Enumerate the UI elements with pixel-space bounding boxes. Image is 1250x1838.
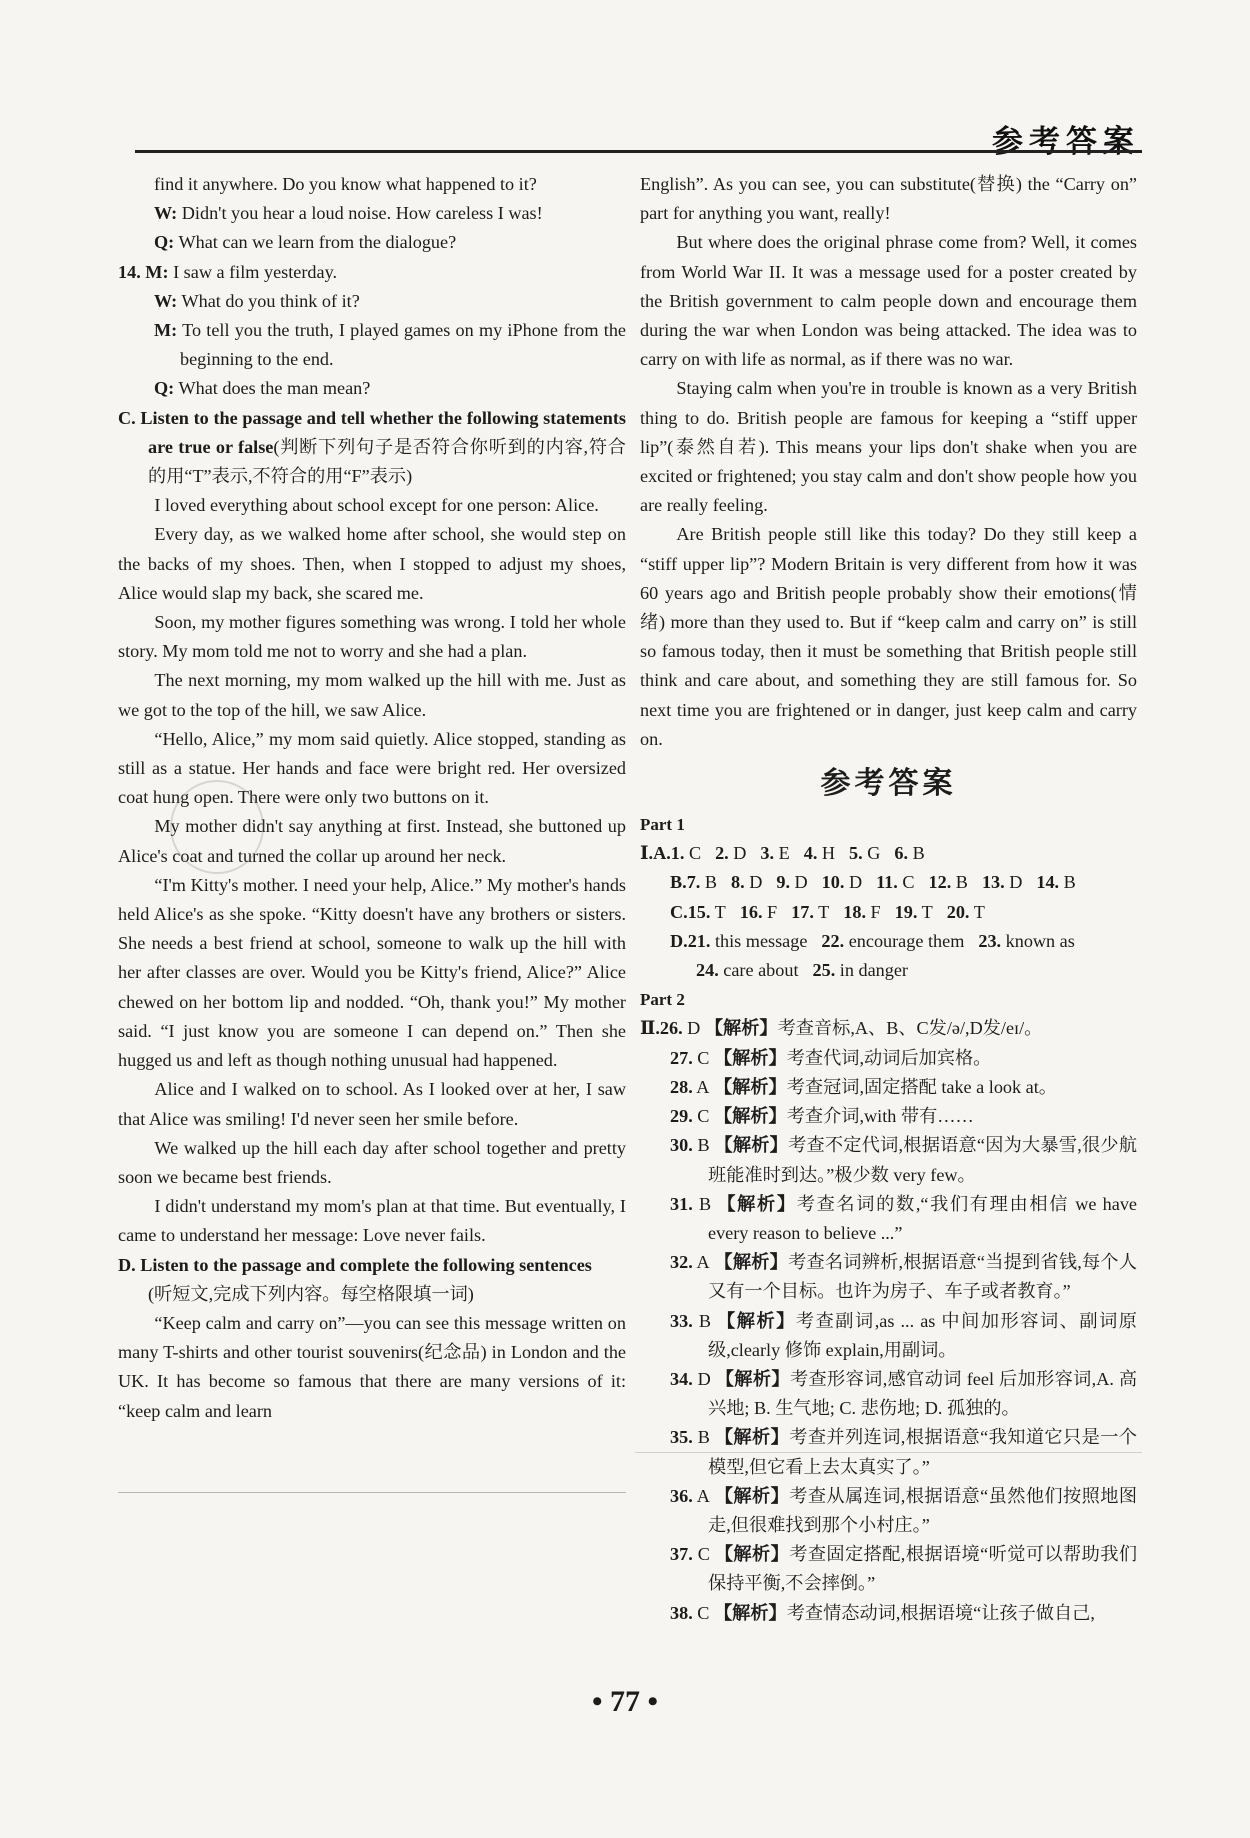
- dialogue-line: [118, 287, 626, 316]
- answer-value: B: [697, 1135, 710, 1156]
- answer-value: T: [973, 901, 985, 922]
- section-d-label: D. Listen to the passage and complete the following sentences: [118, 1254, 592, 1275]
- answer-number: 16.: [739, 901, 763, 922]
- explanation-text: 考查音标,A、B、C发/ə/,D发/eɪ/。: [777, 1018, 1043, 1039]
- answer-number: 3.: [760, 843, 775, 864]
- answers-title: 参考答案: [820, 766, 957, 802]
- explanation-tag: 【解析】: [717, 1310, 796, 1331]
- answer-number: 34.: [670, 1368, 693, 1389]
- explanation-text: 考查代词,动词后加宾格。: [786, 1047, 992, 1068]
- answer-value: this message: [714, 930, 808, 951]
- explanation-text: 考查固定搭配,根据语境“听觉可以帮助我们保持平衡,不会摔倒。”: [708, 1544, 1138, 1594]
- answer-number: 29.: [670, 1106, 693, 1127]
- answer-value: C: [697, 1106, 710, 1127]
- passage-c-paragraph: I didn't understand my mom's plan at that time. But eventually, I came to understand her message: Love never fails.: [118, 1196, 626, 1246]
- section-d-heading: [118, 1251, 626, 1309]
- section-c-instruction: (判断下列句子是否符合你听到的内容,符合的用“T”表示,不符合的用“F”表示): [148, 436, 626, 487]
- speaker: M:: [154, 320, 178, 341]
- answer-value: B: [955, 872, 968, 893]
- explanation-item: [640, 1248, 1137, 1306]
- explanation-tag: 【解析】: [715, 1368, 790, 1389]
- speaker: W:: [154, 290, 178, 311]
- answer-row-a: [640, 839, 1137, 868]
- faint-rule: [635, 1452, 1142, 1453]
- explanation-item: [640, 1190, 1137, 1248]
- answer-number: 35.: [670, 1427, 693, 1448]
- answer-row-d-cont: [640, 956, 1137, 985]
- explanation-tag: 【解析】: [704, 1018, 778, 1039]
- explanation-item: [640, 1365, 1137, 1423]
- section-c-heading: [118, 404, 626, 492]
- explanation-tag: 【解析】: [714, 1135, 789, 1156]
- explanation-text: 考查冠词,固定搭配 take a look at。: [786, 1076, 1057, 1097]
- answer-number: 17.: [791, 901, 814, 922]
- answer-value: B: [1063, 872, 1076, 893]
- dialogue-line: [118, 374, 626, 403]
- answer-value: B: [912, 843, 925, 864]
- header-title: 参考答案: [992, 124, 1140, 160]
- passage-c-paragraph: I loved everything about school except for one person: Alice.: [154, 495, 599, 516]
- answer-number: 27.: [670, 1047, 693, 1068]
- answer-value: A: [696, 1485, 710, 1506]
- answer-number: 33.: [670, 1310, 693, 1331]
- answer-number: 7.: [686, 872, 701, 893]
- answer-value: T: [714, 901, 726, 922]
- answer-value: B: [698, 1310, 711, 1331]
- section-c-label: C. Listen to the passage and tell whether the following statements are true or false: [118, 407, 626, 457]
- answer-number: 13.: [981, 872, 1005, 893]
- page-number: • 77 •: [591, 1685, 658, 1718]
- explanation-text: 考查副词,as ... as 中间加形容词、副词原级,clearly 修饰 explain,用副词。: [708, 1310, 1137, 1360]
- explanation-text: 考查从属连词,根据语意“虽然他们按照地图走,但很难找到那个小村庄。”: [708, 1485, 1138, 1535]
- answer-number: 21.: [687, 930, 711, 951]
- dialogue-text: I saw a film yesterday.: [173, 261, 338, 282]
- explanation-text: 考查介词,with 带有……: [786, 1106, 974, 1127]
- explanation-item: [640, 1073, 1137, 1102]
- passage-d-paragraph: Staying calm when you're in trouble is known as a very British thing to do. British people are famous for keeping a “stiff upper lip”(泰然自若). This means your lips don't shake when you are excited or frightened; you stay calm and don't show people how you are really feeling.: [640, 378, 1137, 516]
- answer-value: D: [697, 1368, 711, 1389]
- answer-value: F: [767, 901, 778, 922]
- answer-number: 28.: [670, 1076, 693, 1097]
- explanation-item: [640, 1044, 1137, 1073]
- explanation-text: 考查并列连词,根据语意“我知道它只是一个模型,但它看上去太真实了。”: [708, 1427, 1138, 1477]
- answer-number: 4.: [803, 843, 818, 864]
- answer-number: 31.: [670, 1193, 693, 1214]
- header-rule: [135, 150, 1142, 153]
- answer-number: 12.: [928, 872, 952, 893]
- answer-value: B: [698, 1193, 712, 1214]
- passage-c-paragraph: We walked up the hill each day after school together and pretty soon we became best friends.: [118, 1137, 626, 1187]
- part-2-label: Part 2: [640, 990, 685, 1010]
- answer-number: 2.: [715, 843, 729, 864]
- answer-value: F: [870, 901, 881, 922]
- explanation-tag: 【解析】: [714, 1485, 790, 1506]
- explanation-text: 考查形容词,感官动词 feel 后加形容词,A. 高兴地; B. 生气地; C. 悲伤地; D. 孤独的。: [708, 1368, 1138, 1419]
- answer-value: C: [688, 843, 702, 864]
- passage-d-paragraph: “Keep calm and carry on”—you can see this message written on many T-shirts and other tourist souvenirs(纪念品) in London and the UK. It has become so famous that there are many versions of it: “keep calm and learn: [118, 1312, 626, 1421]
- dialogue-text: What do you think of it?: [181, 290, 360, 311]
- dialogue-line: [118, 258, 626, 287]
- answer-number: 6.: [894, 843, 909, 864]
- explanation-item: [640, 1102, 1137, 1131]
- answer-value: B: [697, 1427, 710, 1448]
- answer-value: D: [733, 843, 747, 864]
- dialogue-text: What can we learn from the dialogue?: [178, 232, 457, 253]
- explanation-tag: 【解析】: [713, 1106, 787, 1127]
- dialogue-text: Didn't you hear a loud noise. How careless I was!: [181, 203, 543, 224]
- answer-number: 15.: [687, 901, 711, 922]
- answer-value: C: [697, 1047, 710, 1068]
- answer-number: 8.: [731, 872, 745, 893]
- explanation-tag: 【解析】: [713, 1076, 787, 1097]
- answer-number: 20.: [946, 901, 970, 922]
- dialogue-text: To tell you the truth, I played games on my iPhone from the beginning to the end.: [180, 320, 626, 370]
- answer-number: 9.: [776, 872, 790, 893]
- answer-number: 32.: [670, 1252, 693, 1273]
- explanation-item: [640, 1482, 1137, 1540]
- answer-value: A: [696, 1252, 710, 1273]
- answer-value: D: [749, 872, 763, 893]
- section-label: B.: [670, 872, 687, 893]
- answer-row-c: [640, 898, 1137, 927]
- dialogue-line: [118, 199, 626, 228]
- section-rule: [118, 1492, 626, 1493]
- answer-value: T: [921, 901, 933, 922]
- answer-value: known as: [1005, 930, 1075, 951]
- section-label: A.: [653, 843, 671, 864]
- answer-value: B: [704, 872, 718, 893]
- passage-d-paragraph: But where does the original phrase come from? Well, it comes from World War II. It was a message used for a poster created by the British government to calm people down and encourage them during the war when London was being attacked. The idea was to carry on with life as normal, as if there was no war.: [640, 232, 1137, 370]
- section-d-instruction: (听短文,完成下列内容。每空格限填一词): [148, 1283, 474, 1304]
- passage-c-paragraph: My mother didn't say anything at first. Instead, she buttoned up Alice's coat and turned the collar up around her neck.: [118, 816, 626, 866]
- explanation-tag: 【解析】: [713, 1602, 787, 1623]
- answer-number: 30.: [670, 1135, 693, 1156]
- answer-row-b: [640, 868, 1137, 897]
- answer-value: A: [696, 1076, 710, 1097]
- dialogue-line: find it anywhere. Do you know what happened to it?: [154, 174, 537, 194]
- roman-numeral: Ⅰ.: [640, 843, 654, 864]
- answer-number: 36.: [670, 1485, 693, 1506]
- passage-c-paragraph: Every day, as we walked home after school, she would step on the backs of my shoes. Then, when I stopped to adjust my shoes, Alice would slap my back, she scared me.: [118, 524, 626, 603]
- explanation-text: 考查情态动词,根据语境“让孩子做自己,: [786, 1602, 1095, 1623]
- right-column: [640, 170, 1137, 1628]
- passage-c-paragraph: “I'm Kitty's mother. I need your help, Alice.” My mother's hands held Alice's as she spoke. “Kitty doesn't have any brothers or sisters. She needs a best friend at school, someone to walk up the hill with her after classes are over. Would you be Kitty's friend, Alice?” Alice chewed on her bottom lip and nodded. “Oh, thank you!” My mother said. “I just know you are someone I can depend on.” Then she hugged us and left as though nothing unusual had happened.: [118, 874, 626, 1071]
- answer-value: G: [867, 843, 881, 864]
- answer-row-d: [640, 927, 1137, 956]
- answer-value: D: [1009, 872, 1023, 893]
- answer-number: 25.: [812, 960, 836, 981]
- dialogue-line: [118, 316, 626, 374]
- explanation-item: [640, 1540, 1137, 1598]
- explanation-tag: 【解析】: [714, 1252, 789, 1273]
- answer-value: H: [821, 843, 836, 864]
- section-label: C.: [670, 901, 688, 922]
- answer-value: care about: [723, 960, 799, 981]
- left-column: [118, 170, 626, 1426]
- passage-c-paragraph: The next morning, my mom walked up the hill with me. Just as we got to the top of the hill, we saw Alice.: [118, 670, 626, 720]
- answer-number: 5.: [849, 843, 863, 864]
- speaker: Q:: [154, 378, 175, 399]
- roman-numeral: Ⅱ.: [640, 1018, 660, 1039]
- answer-value: D: [794, 872, 808, 893]
- answer-number: 38.: [670, 1602, 693, 1623]
- explanation-tag: 【解析】: [713, 1047, 787, 1068]
- answer-value: C: [697, 1544, 710, 1565]
- dialogue-line: [118, 228, 626, 257]
- explanation-tag: 【解析】: [714, 1427, 790, 1448]
- answer-value: C: [902, 872, 915, 893]
- answer-number: 18.: [843, 901, 866, 922]
- speaker: Q:: [154, 232, 175, 253]
- answer-number: 24.: [696, 960, 719, 981]
- explanation-item: [640, 1599, 1137, 1628]
- answer-number: 23.: [978, 930, 1002, 951]
- passage-c-paragraph: Soon, my mother figures something was wrong. I told her whole story. My mom told me not to worry and she had a plan.: [118, 612, 626, 662]
- answer-value: in danger: [839, 960, 908, 981]
- answer-value: encourage them: [848, 930, 965, 951]
- explanation-text: 考查不定代词,根据语意“因为大暴雪,很少航班能准时到达。”极少数 very few。: [708, 1135, 1138, 1185]
- explanation-item: [640, 1014, 1137, 1043]
- dialogue-text: What does the man mean?: [178, 378, 371, 399]
- passage-c-paragraph: Alice and I walked on to school. As I looked over at her, I saw that Alice was smiling! I'd never seen her smile before.: [118, 1079, 626, 1129]
- answer-value: D: [848, 872, 863, 893]
- answer-number: 26.: [659, 1018, 683, 1039]
- explanation-tag: 【解析】: [714, 1544, 790, 1565]
- answer-number: 11.: [876, 872, 898, 893]
- passage-c-paragraph: “Hello, Alice,” my mom said quietly. Alice stopped, standing as still as a statue. Her hands and face were bright red. Her oversized coat hung open. There were only two buttons on it.: [118, 728, 626, 808]
- question-number: 14.: [118, 261, 141, 282]
- speaker: M:: [145, 261, 169, 282]
- passage-d-paragraph: Are British people still like this today? Do they still keep a “stiff upper lip”? Modern Britain is very different from how it was 60 years ago and British people probably show their emotions(情绪) more than they used to. But if “keep calm and carry on” is still so famous today, then it must be something that British people still think and care about, and something they are still famous for. So next time you are frightened or in danger, just keep calm and carry on.: [640, 524, 1137, 749]
- section-label: D.: [670, 930, 688, 951]
- part-1-label: Part 1: [640, 815, 685, 835]
- explanation-item: [640, 1307, 1137, 1365]
- answer-value: D: [687, 1018, 701, 1039]
- explanation-tag: 【解析】: [717, 1193, 797, 1214]
- explanation-text: 考查名词的数,“我们有理由相信 we have every reason to believe ...”: [708, 1193, 1138, 1243]
- answer-value: T: [818, 901, 830, 922]
- answer-number: 22.: [821, 930, 845, 951]
- answer-value: E: [778, 843, 790, 864]
- explanation-item: [640, 1131, 1137, 1189]
- passage-d-paragraph: English”. As you can see, you can substitute(替换) the “Carry on” part for anything you want, really!: [640, 174, 1137, 224]
- explanation-text: 考查名词辨析,根据语意“当提到省钱,每个人又有一个目标。也许为房子、车子或者教育。”: [708, 1252, 1138, 1302]
- speaker: W:: [154, 203, 178, 224]
- answer-number: 14.: [1036, 872, 1060, 893]
- answer-value: C: [697, 1602, 710, 1623]
- answer-number: 19.: [894, 901, 918, 922]
- answer-number: 1.: [670, 843, 685, 864]
- answer-number: 10.: [821, 872, 845, 893]
- answer-number: 37.: [670, 1544, 693, 1565]
